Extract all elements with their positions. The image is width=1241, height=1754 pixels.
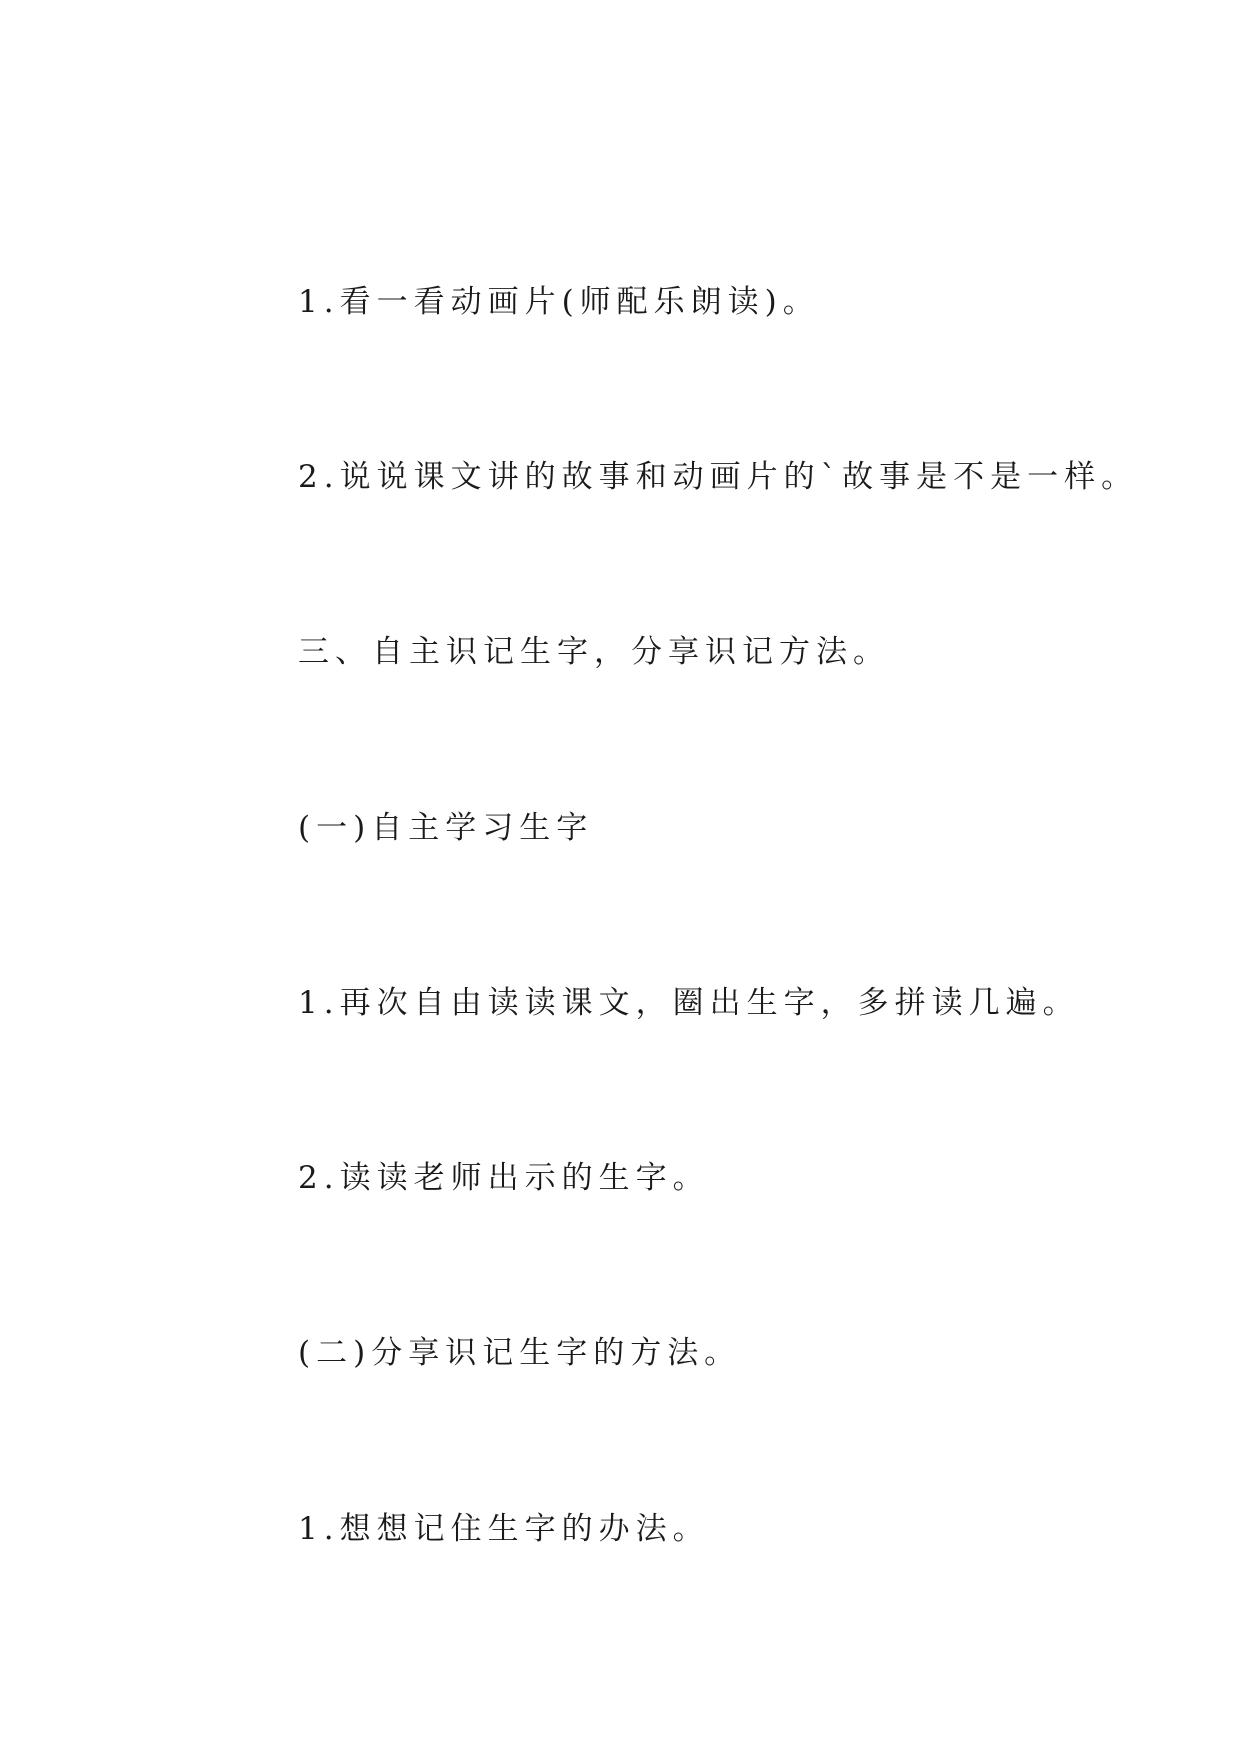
step-remember-method: 1.想想记住生字的办法。: [298, 1511, 710, 1547]
step-read-characters: 2.读读老师出示的生字。: [298, 1160, 710, 1196]
step-read-text: 1.再次自由读读课文，圈出生字，多拼读几遍。: [298, 985, 1080, 1021]
step-watch-animation: 1.看一看动画片(师配乐朗读)。: [298, 284, 820, 320]
step-compare-story: 2.说说课文讲的故事和动画片的`故事是不是一样。: [298, 459, 1139, 495]
subsection-heading-1: (一)自主学习生字: [298, 810, 594, 846]
subsection-heading-2: (二)分享识记生字的方法。: [298, 1335, 742, 1371]
section-heading-3: 三、自主识记生字，分享识记方法。: [298, 634, 890, 670]
